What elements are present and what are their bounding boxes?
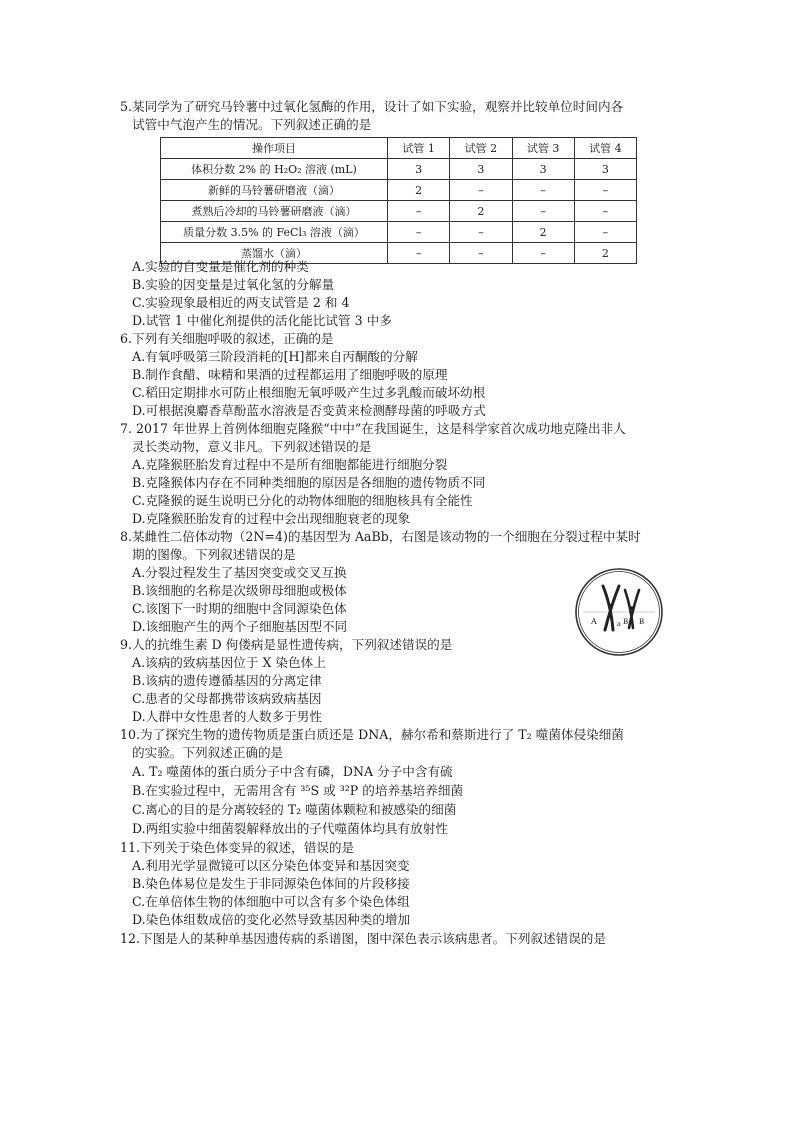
gene-label-a: a (617, 620, 621, 628)
q5-option-a: A.实验的自变量是催化剂的种类 (132, 259, 309, 274)
table-cell: 体积分数 2% 的 H₂O₂ 溶液 (mL) (161, 159, 388, 180)
table-cell: – (388, 222, 450, 243)
q6-option-b: B.制作食醋、味精和果酒的过程都运用了细胞呼吸的原理 (132, 367, 448, 382)
experiment-table (160, 137, 637, 264)
table-cell: – (388, 243, 450, 264)
q9-option-c: C.患者的父母都携带该病致病基因 (132, 691, 322, 706)
q10-option-a: A. T₂ 噬菌体的蛋白质分子中含有磷，DNA 分子中含有硫 (132, 764, 453, 779)
table-header-cell: 操作项目 (161, 138, 388, 159)
table-cell: 2 (450, 201, 512, 222)
q5-option-c: C.实验现象最相近的两支试管是 2 和 4 (132, 295, 350, 310)
table-header-cell: 试管 2 (450, 138, 512, 159)
q6-option-a: A.有氧呼吸第三阶段消耗的[H]都来自丙酮酸的分解 (132, 349, 418, 364)
table-header-cell: 试管 1 (388, 138, 450, 159)
q8-option-d: D.该细胞产生的两个子细胞基因型不同 (132, 619, 348, 634)
q11-option-a: A.利用光学显微镜可以区分染色体变异和基因突变 (132, 858, 410, 873)
table-cell: 新鲜的马铃薯研磨液（滴） (161, 180, 388, 201)
q8-option-c: C.该图下一时期的细胞中含同源染色体 (132, 601, 347, 616)
q9-option-d: D.人群中女性患者的人数多于男性 (132, 709, 322, 724)
q11-stem: 11.下列关于染色体变异的叙述，错误的是 (120, 840, 355, 855)
q8-option-b: B.该细胞的名称是次级卵母细胞或极体 (132, 583, 347, 598)
table-row (161, 222, 637, 243)
q7-stem-line-2: 灵长类动物，意义非凡。下列叙述错误的是 (132, 439, 372, 454)
q6-option-c: C.稻田定期排水可防止根细胞无氧呼吸产生过多乳酸而破坏幼根 (132, 385, 486, 400)
q7-option-b: B.克隆猴体内存在不同种类细胞的原因是各细胞的遗传物质不同 (132, 475, 486, 490)
table-cell: – (450, 243, 512, 264)
q11-option-c: C.在单倍体生物的体细胞中可以含有多个染色体组 (132, 894, 410, 909)
q6-option-d: D.可根据溴麝香草酚蓝水溶液是否变黄来检测酵母菌的呼吸方式 (132, 403, 486, 418)
q7-option-c: C.克隆猴的诞生说明已分化的动物体细胞的细胞核具有全能性 (132, 493, 473, 508)
table-cell: – (512, 201, 574, 222)
q8-stem-line-2: 期的图像。下列叙述错误的是 (132, 547, 296, 562)
q9-stem: 9.人的抗维生素 D 佝偻病是显性遗传病，下列叙述错误的是 (120, 637, 453, 652)
q10-option-b: B.在实验过程中，无需用含有 ³⁵S 或 ³²P 的培养基培养细菌 (132, 783, 464, 798)
q11-option-b: B.染色体易位是发生于非同源染色体间的片段移接 (132, 876, 410, 891)
table-cell: 2 (512, 222, 574, 243)
table-cell: – (574, 201, 636, 222)
q5-option-d: D.试管 1 中催化剂提供的活化能比试管 3 中多 (132, 313, 392, 328)
q11-option-d: D.染色体组数成倍的变化必然导致基因种类的增加 (132, 912, 411, 927)
q10-stem-line-1: 10.为了探究生物的遗传物质是蛋白质还是 DNA，赫尔希和蔡斯进行了 T₂ 噬菌体侵染细菌 (120, 727, 624, 742)
q10-option-c: C.离心的目的是分离较轻的 T₂ 噬菌体颗粒和被感染的细菌 (132, 802, 457, 817)
q7-option-d: D.克隆猴胚胎发育的过程中会出现细胞衰老的现象 (132, 511, 411, 526)
q12-stem: 12.下图是人的某种单基因遗传病的系谱图，图中深色表示该病患者。下列叙述错误的是 (120, 931, 606, 946)
q7-option-a: A.克隆猴胚胎发育过程中不是所有细胞都能进行细胞分裂 (132, 457, 448, 472)
table-row (161, 159, 637, 180)
table-cell: 3 (574, 159, 636, 180)
q7-stem-line-1: 7. 2017 年世界上首例体细胞克隆猴“中中”在我国诞生，这是科学家首次成功地克隆出非人 (120, 421, 626, 436)
table-cell: – (512, 243, 574, 264)
gene-label-B-left: B (623, 618, 629, 626)
table-cell: – (450, 180, 512, 201)
table-cell: 3 (388, 159, 450, 180)
q5-option-b: B.实验的因变量是过氧化氢的分解量 (132, 277, 335, 292)
table-cell: – (388, 201, 450, 222)
table-cell: 2 (388, 180, 450, 201)
table-header-cell: 试管 4 (574, 138, 636, 159)
table-cell: – (574, 180, 636, 201)
q5-stem-line-2: 试管中气泡产生的情况。下列叙述正确的是 (132, 117, 372, 132)
table-cell: – (574, 222, 636, 243)
table-cell: 3 (450, 159, 512, 180)
q9-option-b: B.该病的遗传遵循基因的分离定律 (132, 673, 322, 688)
q5-stem-line-1: 5.某同学为了研究马铃薯中过氧化氢酶的作用，设计了如下实验，观察并比较单位时间内各 (120, 99, 624, 114)
q9-option-a: A.该病的致病基因位于 X 染色体上 (132, 655, 326, 670)
table-row (161, 180, 637, 201)
gene-label-B-right: B (639, 618, 645, 626)
table-cell: – (512, 180, 574, 201)
q10-option-d: D.两组实验中细菌裂解释放出的子代噬菌体均具有放射性 (132, 821, 448, 836)
table-cell: 煮熟后冷却的马铃薯研磨液（滴） (161, 201, 388, 222)
q6-stem: 6.下列有关细胞呼吸的叙述，正确的是 (120, 331, 334, 346)
table-cell: 3 (512, 159, 574, 180)
table-cell: – (450, 222, 512, 243)
table-header-row (161, 138, 637, 159)
table-cell: 蒸馏水（滴） (161, 243, 388, 264)
q8-stem-line-1: 8.某雌性二倍体动物（2N=4)的基因型为 AaBb，右图是该动物的一个细胞在分裂过程中某时 (120, 529, 641, 544)
table-header-cell: 试管 3 (512, 138, 574, 159)
table-cell: 质量分数 3.5% 的 FeCl₃ 溶液（滴） (161, 222, 388, 243)
dividing-cell-figure (573, 566, 665, 658)
q10-stem-line-2: 的实验。下列叙述正确的是 (132, 745, 284, 760)
table-row (161, 201, 637, 222)
q8-option-a: A.分裂过程发生了基因突变或交叉互换 (132, 565, 347, 580)
table-cell: 2 (574, 243, 636, 264)
gene-label-A: A (591, 617, 597, 626)
